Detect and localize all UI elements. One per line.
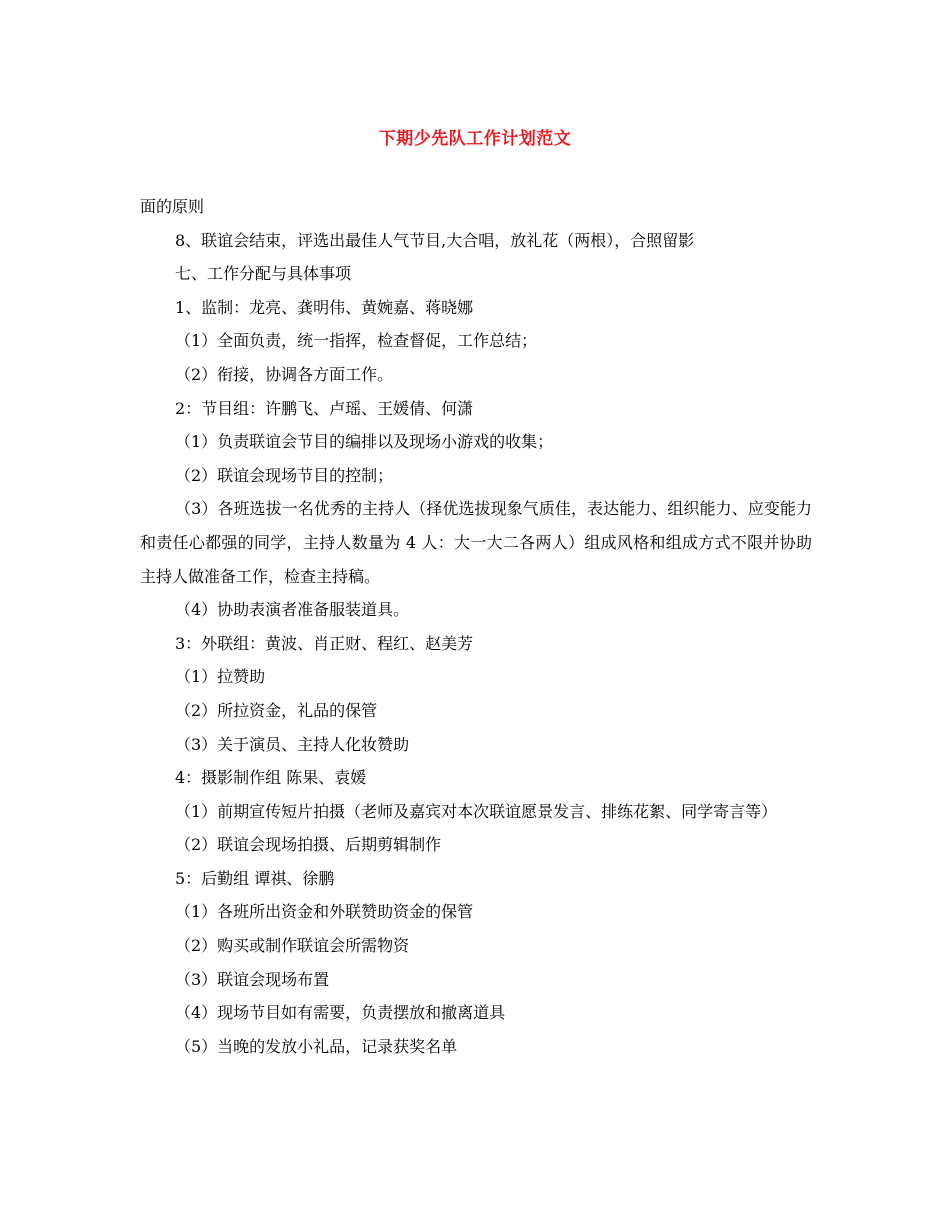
group-heading: 1、监制：龙亮、龚明伟、黄婉嘉、蒋晓娜 bbox=[175, 297, 474, 317]
group-heading: 4：摄影制作组 陈果、袁媛 bbox=[175, 768, 367, 788]
document-title: 下期少先队工作计划范文 bbox=[378, 129, 572, 149]
list-item: （1）全面负责，统一指挥，检查督促，工作总结； bbox=[175, 331, 538, 351]
list-item: （1）负责联谊会节目的编排以及现场小游戏的收集； bbox=[175, 432, 554, 452]
list-item: （4）协助表演者准备服装道具。 bbox=[175, 600, 410, 620]
list-item-multiline: （1）前期宣传短片拍摄（老师及嘉宾对本次联谊愿景发言、排练花絮、同学寄言等） bbox=[175, 801, 778, 821]
list-item: （1）拉赞助 bbox=[175, 667, 266, 687]
group-heading: 2：节目组：许鹏飞、卢瑶、王媛倩、何潇 bbox=[175, 398, 474, 418]
document-body bbox=[140, 190, 812, 1063]
list-item: （3）联谊会现场布置 bbox=[175, 969, 330, 989]
list-item: （1）各班所出资金和外联赞助资金的保管 bbox=[175, 902, 474, 922]
list-item: （3）关于演员、主持人化妆赞助 bbox=[175, 734, 410, 754]
list-item: （5）当晚的发放小礼品，记录获奖名单 bbox=[175, 1036, 458, 1056]
list-item: （4）现场节目如有需要，负责摆放和撤离道具 bbox=[175, 1003, 506, 1023]
list-item: （2）衔接，协调各方面工作。 bbox=[175, 364, 394, 384]
text-line: 面的原则 bbox=[140, 197, 205, 216]
text-line: 8、联谊会结束，评选出最佳人气节目,大合唱，放礼花（两根），合照留影 bbox=[175, 230, 695, 250]
section-heading: 七、工作分配与具体事项 bbox=[175, 264, 352, 284]
list-item-multiline: （3）各班选拔一名优秀的主持人（择优选拔现象气质佳，表达能力、组织能力、应变能力和责任心都强的同学，主持人数量为 4 人：大一大二各两人）组成风格和组成方式不限并协助主持人做准备工作，检查主持稿。 bbox=[140, 499, 812, 586]
list-item: （2）联谊会现场节目的控制； bbox=[175, 465, 394, 485]
group-heading: 3：外联组：黄波、肖正财、程红、赵美芳 bbox=[175, 633, 474, 653]
list-item: （2）联谊会现场拍摄、后期剪辑制作 bbox=[175, 835, 442, 855]
group-heading: 5：后勤组 谭祺、徐鹏 bbox=[175, 868, 335, 888]
list-item: （2）购买或制作联谊会所需物资 bbox=[175, 936, 410, 956]
list-item: （2）所拉资金，礼品的保管 bbox=[175, 700, 378, 720]
